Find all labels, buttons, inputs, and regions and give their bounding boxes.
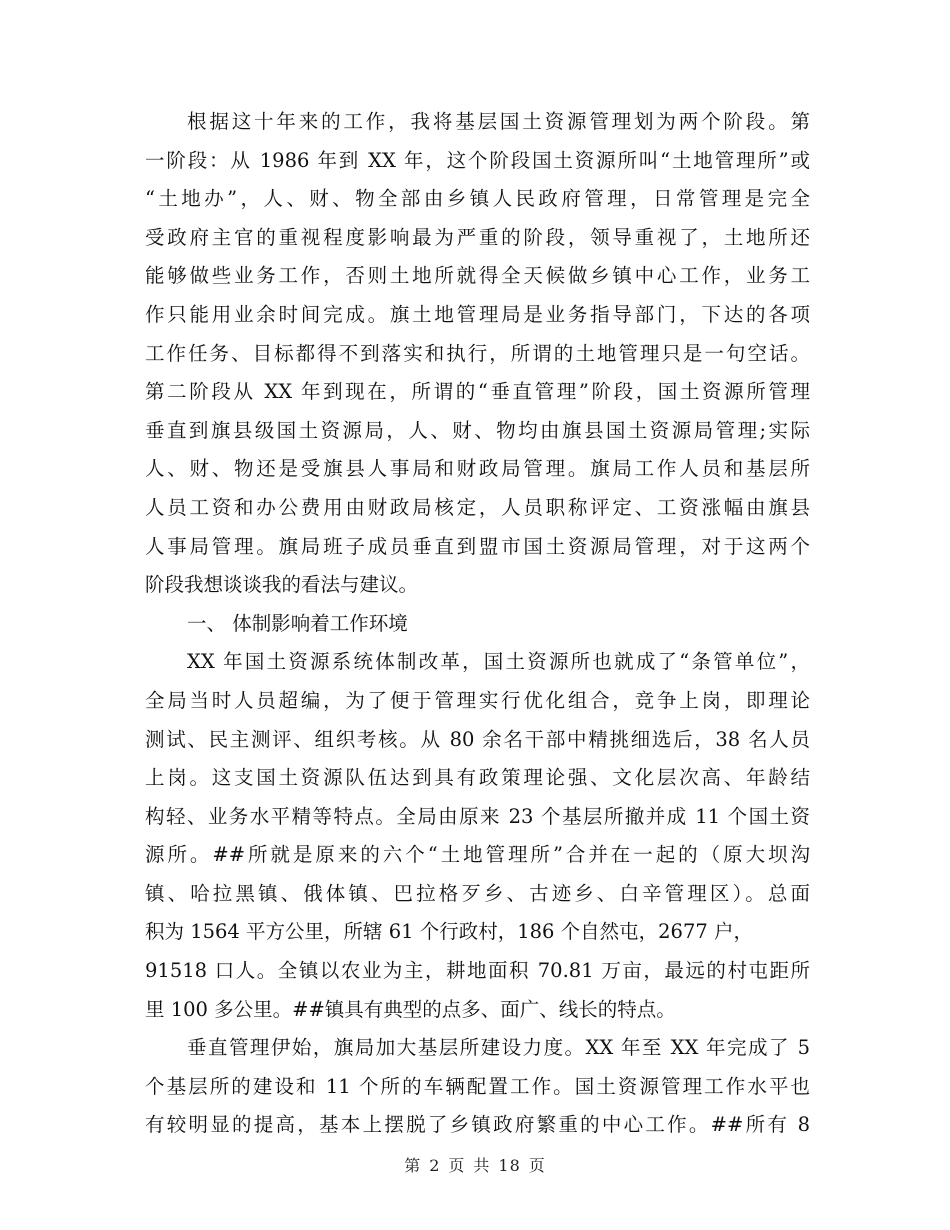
- footer-suffix: 页: [528, 1156, 546, 1175]
- text-line: 全局当时人员超编，为了便于管理实行优化组合，竞争上岗，即理论: [145, 688, 810, 712]
- text-line: 测试、民主测评、组织考核。从 80 余名干部中精挑细选后，38 名人员: [145, 727, 810, 751]
- text-line: 垂直到旗县级国土资源局，人、财、物均由旗县国土资源局管理;实际: [145, 418, 810, 442]
- footer-prefix: 第: [404, 1156, 422, 1175]
- text-line: 个基层所的建设和 11 个所的车辆配置工作。国土资源管理工作水平也: [145, 1074, 810, 1098]
- text-line: “土地办”，人、财、物全部由乡镇人民政府管理，日常管理是完全: [145, 187, 810, 211]
- section-heading: 一、 体制影响着工作环境: [187, 611, 408, 635]
- text-line: 上岗。这支国土资源队伍达到具有政策理论强、文化层次高、年龄结: [145, 766, 810, 790]
- text-line: 有较明显的提高，基本上摆脱了乡镇政府繁重的中心工作。##所有 8: [145, 1113, 810, 1137]
- text-line: 垂直管理伊始，旗局加大基层所建设力度。XX 年至 XX 年完成了 5: [187, 1036, 810, 1060]
- footer-current-page: 2: [429, 1156, 441, 1175]
- text-line: 能够做些业务工作，否则土地所就得全天候做乡镇中心工作，业务工: [145, 264, 810, 288]
- footer-mid: 页: [448, 1156, 466, 1175]
- text-line: 源所。##所就是原来的六个“土地管理所”合并在一起的（原大坝沟: [145, 843, 810, 867]
- text-line: 积为 1564 平方公里，所辖 61 个行政村，186 个自然屯，2677 户，: [145, 920, 753, 944]
- text-line: 人员工资和办公费用由财政局核定，人员职称评定、工资涨幅由旗县: [145, 495, 810, 519]
- text-line: 91518 口人。全镇以农业为主，耕地面积 70.81 万亩，最远的村屯距所: [145, 959, 810, 983]
- text-line: 人事局管理。旗局班子成员垂直到盟市国土资源局管理，对于这两个: [145, 534, 810, 558]
- text-line: 工作任务、目标都得不到落实和执行，所谓的土地管理只是一句空话。: [145, 341, 810, 365]
- footer-total-pages: 18: [498, 1156, 521, 1175]
- text-line: 作只能用业余时间完成。旗土地管理局是业务指导部门，下达的各项: [145, 302, 810, 326]
- text-line: 根据这十年来的工作，我将基层国土资源管理划为两个阶段。第: [187, 110, 810, 133]
- page-footer: [0, 1153, 950, 1176]
- text-line: 受政府主官的重视程度影响最为严重的阶段，领导重视了，土地所还: [145, 225, 810, 249]
- text-line: 构轻、业务水平精等特点。全局由原来 23 个基层所撤并成 11 个国土资: [145, 804, 810, 828]
- text-line: 阶段我想谈谈我的看法与建议。: [145, 573, 419, 597]
- text-line: XX 年国土资源系统体制改革，国土资源所也就成了“条管单位”，: [187, 650, 810, 674]
- text-line: 一阶段：从 1986 年到 XX 年，这个阶段国土资源所叫“土地管理所”或: [145, 148, 810, 172]
- text-line: 第二阶段从 XX 年到现在，所谓的“垂直管理”阶段，国土资源所管理: [145, 380, 810, 404]
- text-line: 镇、哈拉黑镇、俄体镇、巴拉格歹乡、古迹乡、白辛管理区）。总面: [145, 881, 810, 905]
- body-text: [145, 103, 810, 1145]
- text-line: 人、财、物还是受旗县人事局和财政局管理。旗局工作人员和基层所: [145, 457, 810, 481]
- footer-total-label: 共: [473, 1156, 491, 1175]
- text-line: 里 100 多公里。##镇具有典型的点多、面广、线长的特点。: [145, 997, 676, 1021]
